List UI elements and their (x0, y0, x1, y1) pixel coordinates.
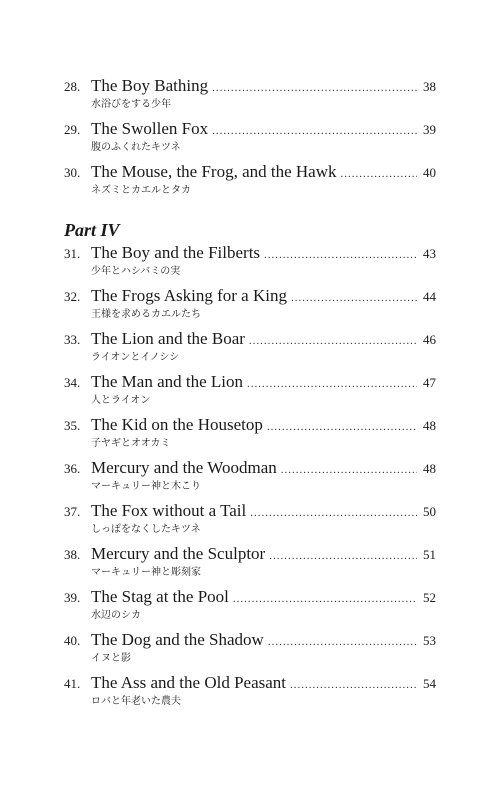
toc-entry-37[interactable] (64, 501, 436, 536)
entry-page-number: 54 (423, 676, 436, 691)
entry-title: The Kid on the Housetop (91, 415, 263, 434)
toc-entry-30[interactable] (64, 162, 436, 197)
toc-entry-line (64, 372, 436, 394)
entry-number: 28. (64, 79, 81, 94)
dot-leader (269, 550, 417, 562)
entry-number: 35. (64, 418, 81, 433)
entry-title: The Swollen Fox (91, 119, 209, 138)
dot-leader (264, 249, 417, 261)
entry-subtitle-japanese: マーキュリー神と木こり (91, 481, 201, 492)
entry-number: 33. (64, 332, 81, 347)
entry-subtitle-japanese: 王様を求めるカエルたち (91, 309, 201, 320)
entry-number: 39. (64, 590, 81, 605)
entry-subtitle-japanese: 人とライオン (91, 395, 151, 406)
toc-entry-39[interactable] (64, 587, 436, 622)
entry-number: 29. (64, 122, 81, 137)
dot-leader (341, 168, 417, 180)
entry-number: 32. (64, 289, 81, 304)
entry-subtitle-japanese: 水浴びをする少年 (91, 99, 171, 110)
dot-leader (281, 464, 417, 476)
entry-page-number: 43 (423, 246, 436, 261)
entry-page-number: 47 (423, 375, 436, 390)
entry-subtitle-japanese: ネズミとカエルとタカ (91, 185, 191, 196)
toc-entry-29[interactable] (64, 119, 436, 154)
entry-page-number: 52 (423, 590, 436, 605)
entry-page-number: 48 (423, 418, 436, 433)
entry-subtitle-japanese: 腹のふくれたキツネ (91, 142, 181, 153)
toc-entry-28[interactable] (64, 76, 436, 111)
dot-leader (250, 507, 417, 519)
toc-entry-36[interactable] (64, 458, 436, 493)
entry-subtitle-japanese: ライオンとイノシシ (91, 352, 180, 363)
toc-entry-line (64, 286, 436, 308)
entry-page-number: 38 (423, 79, 436, 94)
entry-number: 41. (64, 676, 81, 691)
entry-title: The Frogs Asking for a King (91, 286, 287, 305)
toc-entry-31[interactable] (64, 243, 436, 278)
dot-leader (212, 125, 417, 137)
toc-entry-line (64, 243, 436, 265)
toc-entry-40[interactable] (64, 630, 436, 665)
toc-entry-32[interactable] (64, 286, 436, 321)
dot-leader (290, 679, 417, 691)
entry-page-number: 48 (423, 461, 436, 476)
toc-entry-line (64, 162, 436, 184)
entry-subtitle-japanese: ロバと年老いた農夫 (91, 696, 181, 707)
toc-entry-35[interactable] (64, 415, 436, 450)
toc-entry-38[interactable] (64, 544, 436, 579)
part-heading: Part IV (64, 220, 120, 240)
entry-title: The Stag at the Pool (91, 587, 229, 606)
entry-subtitle-japanese: イヌと影 (91, 653, 131, 664)
toc-entry-line (64, 415, 436, 437)
toc-entry-line (64, 329, 436, 351)
entry-number: 36. (64, 461, 81, 476)
entry-number: 37. (64, 504, 81, 519)
toc-entry-line (64, 458, 436, 480)
entry-title: The Lion and the Boar (91, 329, 245, 348)
entry-title: The Fox without a Tail (91, 501, 247, 520)
entry-number: 40. (64, 633, 81, 648)
dot-leader (268, 636, 417, 648)
entry-page-number: 50 (423, 504, 436, 519)
dot-leader (291, 292, 417, 304)
entry-title: Mercury and the Sculptor (91, 544, 266, 563)
toc-entry-line (64, 673, 436, 695)
entry-title: The Mouse, the Frog, and the Hawk (91, 162, 337, 181)
toc-entry-33[interactable] (64, 329, 436, 364)
entry-subtitle-japanese: しっぽをなくしたキツネ (91, 524, 201, 535)
toc-entry-line (64, 501, 436, 523)
dot-leader (267, 421, 417, 433)
entry-subtitle-japanese: 少年とハシバミの実 (91, 266, 181, 277)
entry-page-number: 46 (423, 332, 436, 347)
toc-entry-line (64, 587, 436, 609)
entry-title: The Boy Bathing (91, 76, 209, 95)
entry-title: The Dog and the Shadow (91, 630, 264, 649)
entry-page-number: 53 (423, 633, 436, 648)
entry-number: 30. (64, 165, 81, 180)
toc-entry-41[interactable] (64, 673, 436, 708)
entry-title: The Man and the Lion (91, 372, 244, 391)
toc-entry-34[interactable] (64, 372, 436, 407)
entry-subtitle-japanese: 水辺のシカ (91, 610, 141, 621)
dot-leader (212, 82, 417, 94)
entry-number: 38. (64, 547, 81, 562)
entry-subtitle-japanese: マーキュリー神と彫刻家 (91, 567, 201, 578)
toc-entry-line (64, 544, 436, 566)
entry-page-number: 40 (423, 165, 436, 180)
toc-entry-line (64, 119, 436, 141)
entry-number: 34. (64, 375, 81, 390)
dot-leader (249, 335, 417, 347)
entry-title: The Ass and the Old Peasant (91, 673, 286, 692)
entry-subtitle-japanese: 子ヤギとオオカミ (91, 438, 171, 449)
entry-page-number: 44 (423, 289, 436, 304)
toc-entry-line (64, 630, 436, 652)
dot-leader (247, 378, 417, 390)
entry-page-number: 51 (423, 547, 436, 562)
entry-number: 31. (64, 246, 81, 261)
entry-title: The Boy and the Filberts (91, 243, 261, 262)
entry-title: Mercury and the Woodman (91, 458, 277, 477)
entry-page-number: 39 (423, 122, 436, 137)
dot-leader (233, 593, 417, 605)
toc-entry-line (64, 76, 436, 98)
